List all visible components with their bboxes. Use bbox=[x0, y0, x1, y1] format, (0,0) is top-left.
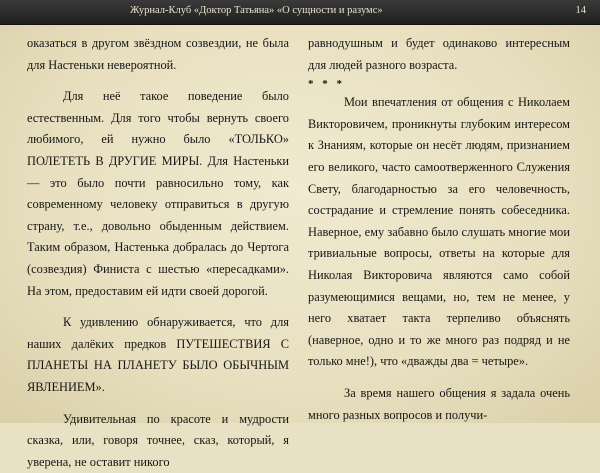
paragraph: За время нашего общения я задала очень много разных вопросов и получи- bbox=[308, 383, 570, 426]
right-column bbox=[308, 33, 570, 426]
paragraph: Мои впечатления от общения с Николаем Викторовичем, проникнуты глубоким интересом к Знаниям, которые он несёт людям, признанием его великого, часто самоотверженного Служения Свету, благодарностью за его человечность, сострадание и стремление понять собеседника. Наверное, ему забавно было слушать многие мои тривиальные вопросы, ответы на которые для Николая Викторовича являются само собой разумеющимися вещами, но, тем не менее, у него хватает такта терпеливо объяснять (наверное, одно и то же много раз подряд и не только мне!), что «дважды два = четыре». bbox=[308, 92, 570, 373]
paragraph: Для неё такое поведение было естественным. Для того чтобы вернуть своего любимого, ей нужно было «ТОЛЬКО» ПОЛЕТЕТЬ В ДРУГИЕ МИРЫ. Для Настеньки — это было почти равносильно тому, как современному человеку отправиться в другую страну, т.е., довольно обыденным действием. Таким образом, Настенька добралась до Чертога (созвездия) Финиста с шестью «пересадками». На этом, предоставим ей идти своей дорогой. bbox=[27, 86, 289, 302]
paragraph: Удивительная по красоте и мудрости сказка, или, говоря точнее, сказ, который, я уверена, не оставит никого bbox=[27, 409, 289, 473]
page-number: 14 bbox=[576, 5, 587, 16]
section-divider: * * * bbox=[308, 76, 570, 92]
paragraph: оказаться в другом звёздном созвездии, не была для Настеньки невероятной. bbox=[27, 33, 289, 76]
journal-title: Журнал-Клуб «Доктор Татьяна» «О сущности и разумс» bbox=[130, 5, 383, 16]
left-column bbox=[27, 33, 289, 473]
paragraph: К удивлению обнаруживается, что для наших далёких предков ПУТЕШЕСТВИЯ С ПЛАНЕТЫ НА ПЛАНЕТУ БЫЛО ОБЫЧНЫМ ЯВЛЕНИЕМ». bbox=[27, 312, 289, 398]
page-header bbox=[0, 0, 600, 25]
paragraph: равнодушным и будет одинаково интересным для людей разного возраста. bbox=[308, 33, 570, 76]
